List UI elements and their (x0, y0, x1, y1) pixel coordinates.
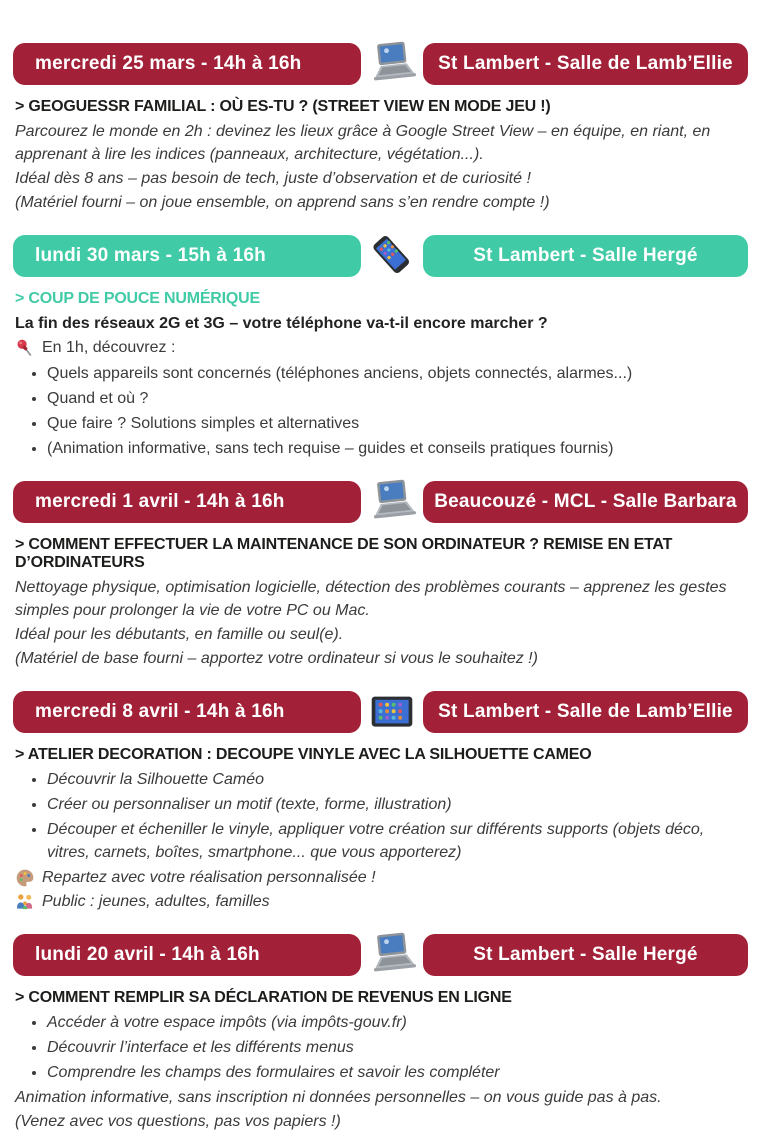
bullet-item: • Découper et écheniller le vinyle, appliquer votre création sur différents supports (objets déco, vitres, carnets, boîtes, smartphone... que vous apporterez) (47, 818, 748, 864)
event-block (13, 686, 748, 913)
event-banner-row (13, 929, 748, 981)
event-location: Beaucouzé - MCL - Salle Barbara (434, 491, 737, 512)
event-paragraph: (Matériel de base fourni – apportez votre ordinateur si vous le souhaitez !) (15, 650, 538, 667)
event-body (15, 1011, 748, 1133)
event-paragraph: (Matériel fourni – on joue ensemble, on apprend sans s’en rendre compte !) (15, 194, 550, 211)
event-location-banner (423, 481, 748, 523)
event-location: St Lambert - Salle Hergé (473, 944, 698, 965)
bullet-item: • Découvrir la Silhouette Caméo (47, 768, 748, 791)
event-title: > COUP DE POUCE NUMÉRIQUE (15, 290, 260, 307)
smartphone-icon (361, 230, 423, 282)
event-paragraph: La fin des réseaux 2G et 3G – votre téléphone va-t-il encore marcher ? (15, 315, 548, 332)
event-paragraph: Parcourez le monde en 2h : devinez les lieux grâce à Google Street View – en équipe, en riant, en apprenant à lire les indices (panneaux, architecture, végétation...). (15, 123, 711, 163)
event-date: lundi 30 mars - 15h à 16h (35, 245, 266, 266)
event-banner-row (13, 476, 748, 528)
event-title: > GEOGUESSR FAMILIAL : OÙ ES-TU ? (STREET VIEW EN MODE JEU !) (15, 98, 551, 115)
event-date-banner (13, 934, 361, 976)
icon-line-text: Public : jeunes, adultes, familles (42, 893, 270, 910)
event-location: St Lambert - Salle de Lamb’Ellie (438, 53, 733, 74)
event-date-banner (13, 235, 361, 277)
event-block (13, 230, 748, 460)
event-banner-row (13, 686, 748, 738)
bullet-item: • Découvrir l’interface et les différents menus (47, 1036, 748, 1059)
event-paragraph: Idéal pour les débutants, en famille ou seul(e). (15, 626, 344, 643)
event-location: St Lambert - Salle de Lamb’Ellie (438, 701, 733, 722)
event-block (13, 38, 748, 214)
event-date: lundi 20 avril - 14h à 16h (35, 944, 260, 965)
event-paragraph: Idéal dès 8 ans – pas besoin de tech, juste d’observation et de curiosité ! (15, 170, 531, 187)
tablet-icon (361, 686, 423, 738)
event-title: > COMMENT REMPLIR SA DÉCLARATION DE REVENUS EN LIGNE (15, 989, 512, 1006)
event-banner-row (13, 38, 748, 90)
bullet-item: • Quels appareils sont concernés (téléphones anciens, objets connectés, alarmes...) (47, 362, 748, 385)
event-body (15, 312, 748, 460)
event-date-banner (13, 691, 361, 733)
bullet-item: • Que faire ? Solutions simples et alternatives (47, 412, 748, 435)
bullet-item: • Quand et où ? (47, 387, 748, 410)
bullet-item: • (Animation informative, sans tech requise – guides et conseils pratiques fournis) (47, 437, 748, 460)
icon-line-text: En 1h, découvrez : (42, 339, 176, 356)
event-location-banner (423, 43, 748, 85)
icon-line (15, 336, 748, 359)
event-location-banner (423, 235, 748, 277)
event-bullet-list (15, 768, 748, 864)
pushpin-icon (15, 338, 35, 358)
bullet-item: • Comprendre les champs des formulaires et savoir les compléter (47, 1061, 748, 1084)
event-location: St Lambert - Salle Hergé (473, 245, 698, 266)
event-body (15, 768, 748, 913)
event-paragraph: Nettoyage physique, optimisation logicielle, détection des problèmes courants – apprenez les gestes simples pour prolonger la vie de votre PC ou Mac. (15, 579, 727, 619)
event-date-banner (13, 43, 361, 85)
event-title: > ATELIER DECORATION : DECOUPE VINYLE AVEC LA SILHOUETTE CAMEO (15, 746, 592, 763)
event-block (13, 476, 748, 670)
icon-line-text: Repartez avec votre réalisation personnalisée ! (42, 869, 376, 886)
icon-line (15, 890, 748, 913)
event-location-banner (423, 691, 748, 733)
bullet-item: • Créer ou personnaliser un motif (texte, forme, illustration) (47, 793, 748, 816)
event-date: mercredi 1 avril - 14h à 16h (35, 491, 285, 512)
icon-line (15, 866, 748, 889)
event-body (15, 120, 748, 214)
event-bullet-list (15, 362, 748, 460)
event-bullet-list (15, 1011, 748, 1084)
bullet-item: • Accéder à votre espace impôts (via impôts-gouv.fr) (47, 1011, 748, 1034)
event-block (13, 929, 748, 1133)
laptop-icon (361, 929, 423, 981)
event-location-banner (423, 934, 748, 976)
event-date: mercredi 25 mars - 14h à 16h (35, 53, 302, 74)
family-icon (15, 892, 35, 912)
event-banner-row (13, 230, 748, 282)
event-body (15, 576, 748, 670)
event-paragraph: Animation informative, sans inscription ni données personnelles – on vous guide pas à pas. (15, 1089, 662, 1106)
laptop-icon (361, 38, 423, 90)
laptop-icon (361, 476, 423, 528)
event-date: mercredi 8 avril - 14h à 16h (35, 701, 285, 722)
palette-icon (15, 868, 35, 888)
event-title: > COMMENT EFFECTUER LA MAINTENANCE DE SON ORDINATEUR ? REMISE EN ETAT D’ORDINATEURS (15, 536, 673, 571)
event-date-banner (13, 481, 361, 523)
event-paragraph: (Venez avec vos questions, pas vos papiers !) (15, 1113, 341, 1130)
